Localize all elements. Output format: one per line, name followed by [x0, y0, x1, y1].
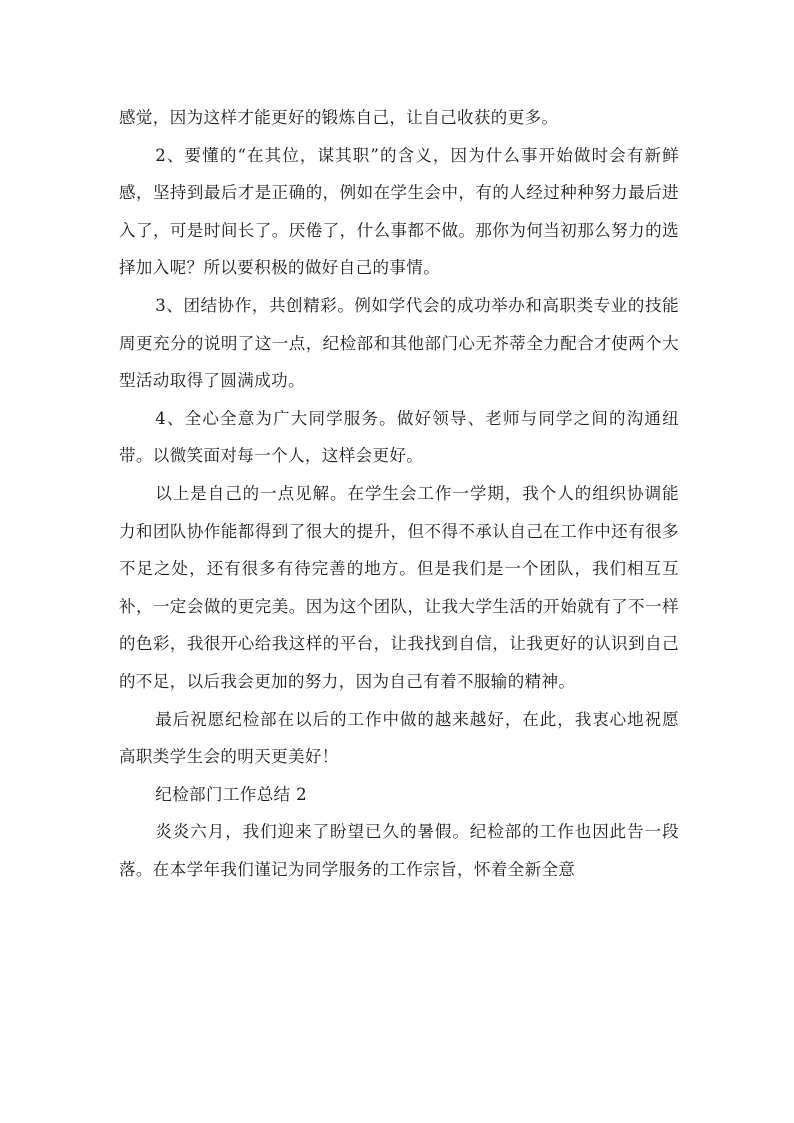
- paragraph-reflection: 以上是自己的一点见解。在学生会工作一学期，我个人的组织协调能力和团队协作能都得到了很大的提升，但不得不承认自己在工作中还有很多不足之处，还有很多有待完善的地方。但是我们是一个团队，我们相互互补，一定会做的更完美。因为这个团队，让我大学生活的开始就有了不一样的色彩，我很开心给我这样的平台，让我找到自信，让我更好的认识到自己的不足，以后我会更加的努力，因为自己有着不服输的精神。: [119, 483, 679, 691]
- paragraph-continuation: 感觉，因为这样才能更好的锻炼自己，让自己收获的更多。: [119, 108, 559, 127]
- paragraph-point-2: 2、要懂的“在其位，谋其职”的含义，因为什么事开始做时会有新鲜感，坚持到最后才是正确的，例如在学生会中，有的人经过种种努力最后进入了，可是时间长了。厌倦了，什么事都不做。那你为何当初那么努力的选择加入呢？所以要积极的做好自己的事情。: [119, 145, 679, 278]
- paragraph-point-4: 4、全心全意为广大同学服务。做好领导、老师与同学之间的沟通纽带。以微笑面对每一个人，这样会更好。: [119, 408, 679, 466]
- paragraph-point-3: 3、团结协作，共创精彩。例如学代会的成功举办和高职类专业的技能周更充分的说明了这一点，纪检部和其他部门心无芥蒂全力配合才使两个大型活动取得了圆满成功。: [119, 295, 679, 391]
- paragraph-closing-wish: 最后祝愿纪检部在以后的工作中做的越来越好，在此，我衷心地祝愿高职类学生会的明天更美好！: [119, 709, 679, 767]
- paragraph-summary-2-intro: 炎炎六月，我们迎来了盼望已久的暑假。纪检部的工作也因此告一段落。在本学年我们谨记为同学服务的工作宗旨，怀着全新全意: [119, 822, 679, 879]
- document-body: [119, 99, 679, 888]
- section-heading: 纪检部门工作总结 2: [155, 784, 308, 804]
